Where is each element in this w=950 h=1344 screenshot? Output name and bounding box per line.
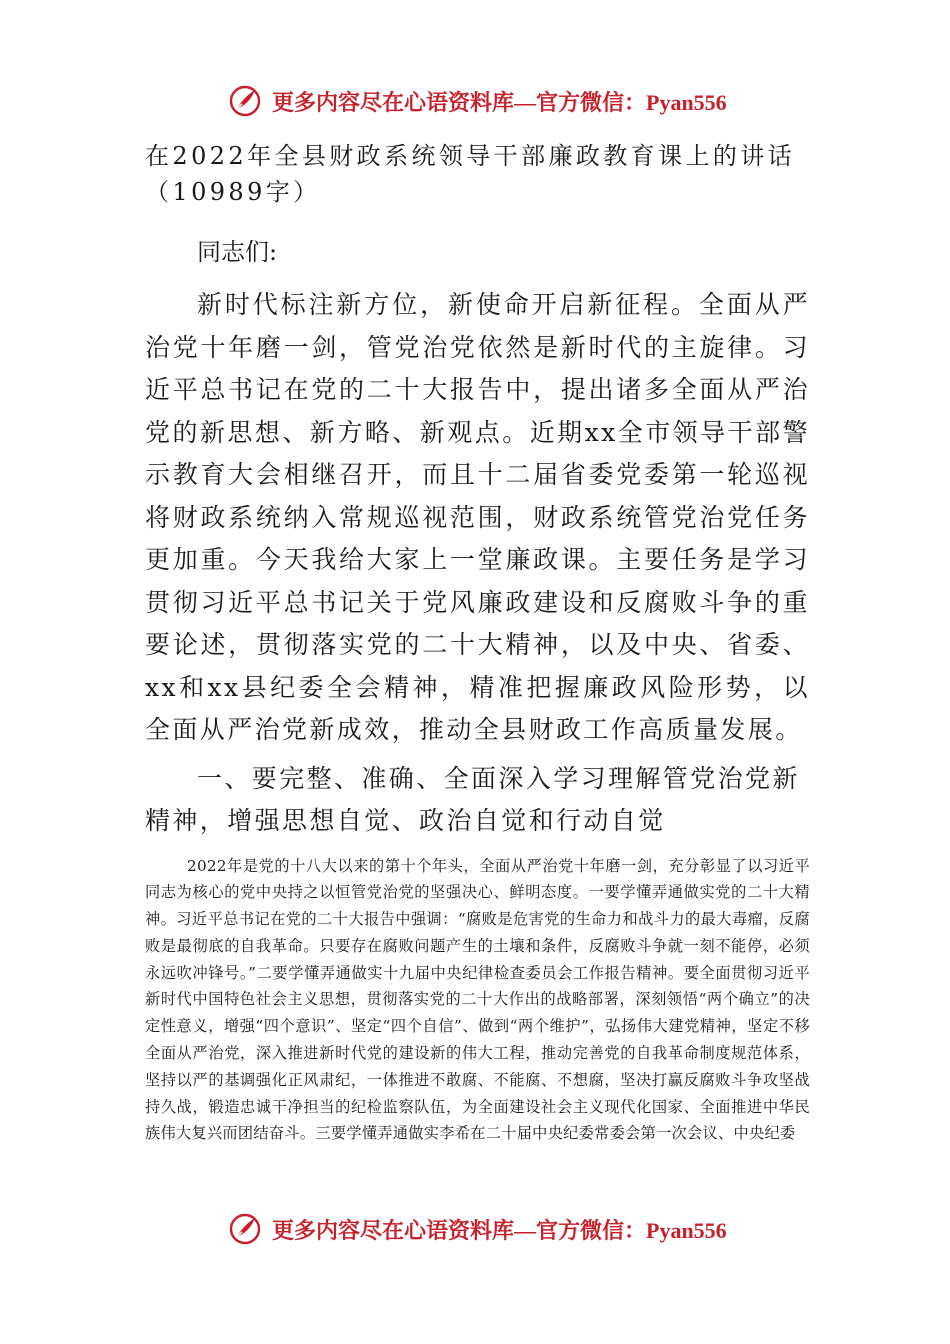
body-paragraph: 2022年是党的十八大以来的第十个年头，全面从严治党十年磨一剑，充分彰显了以习近平同志为核心的党中央持之以恒管党治党的坚强决心、鲜明态度。一要学懂弄通做实党的二十大精神。习近平总书记在党的二十大报告中强调：“腐败是危害党的生命力和战斗力的最大毒瘤，反腐败是最彻底的自我革命。只要存在腐败问题产生的土壤和条件，反腐败斗争就一刻不能停，必须永远吹冲锋号。”二要学懂弄通做实十九届中央纪律检查委员会工作报告精神。要全面贯彻习近平新时代中国特色社会主义思想，贯彻落实党的二十大作出的战略部署，深刻领悟“两个确立”的决定性意义，增强“四个意识”、坚定“四个自信”、做到“两个维护”，弘扬伟大建党精神，坚定不移全面从严治党，深入推进新时代党的建设新的伟大工程，推动完善党的自我革命制度规范体系，坚持以严的基调强化正风肃纪，一体推进不敢腐、不能腐、不想腐，坚决打赢反腐败斗争攻坚战持久战，锻造忠诚干净担当的纪检监察队伍，为全面建设社会主义现代化国家、全面推进中华民族伟大复兴而团结奋斗。三要学懂弄通做实李希在二十届中央纪委常委会第一次会议、中央纪委 xyxy=(145,856,810,1143)
watermark-header xyxy=(228,84,728,118)
document-title: 在2022年全县财政系统领导干部廉政教育课上的讲话（10989字） xyxy=(145,142,796,206)
quill-pen-logo-icon xyxy=(228,84,262,118)
intro-paragraph: 新时代标注新方位，新使命开启新征程。全面从严治党十年磨一剑，管党治党依然是新时代的主旋律。习近平总书记在党的二十大报告中，提出诸多全面从严治党的新思想、新方略、新观点。近期xx全市领导干部警示教育大会相继召开，而且十二届省委党委第一轮巡视将财政系统纳入常规巡视范围，财政系统管党治党任务更加重。今天我给大家上一堂廉政课。主要任务是学习贯彻习近平总书记关于党风廉政建设和反腐败斗争的重要论述，贯彻落实党的二十大精神，以及中央、省委、xx和xx县纪委全会精神，精准把握廉政风险形势，以全面从严治党新成效，推动全县财政工作高质量发展。 xyxy=(145,290,810,744)
watermark-text: 更多内容尽在心语资料库—官方微信：Pyan556 xyxy=(272,89,727,115)
section-heading: 一、要完整、准确、全面深入学习理解管党治党新精神，增强思想自觉、政治自觉和行动自觉 xyxy=(145,763,800,835)
watermark-text: 更多内容尽在心语资料库—官方微信：Pyan556 xyxy=(272,1217,727,1243)
quill-pen-logo-icon xyxy=(228,1212,262,1246)
document-body xyxy=(145,138,810,1147)
salutation: 同志们: xyxy=(197,238,278,266)
watermark-footer xyxy=(228,1212,728,1246)
